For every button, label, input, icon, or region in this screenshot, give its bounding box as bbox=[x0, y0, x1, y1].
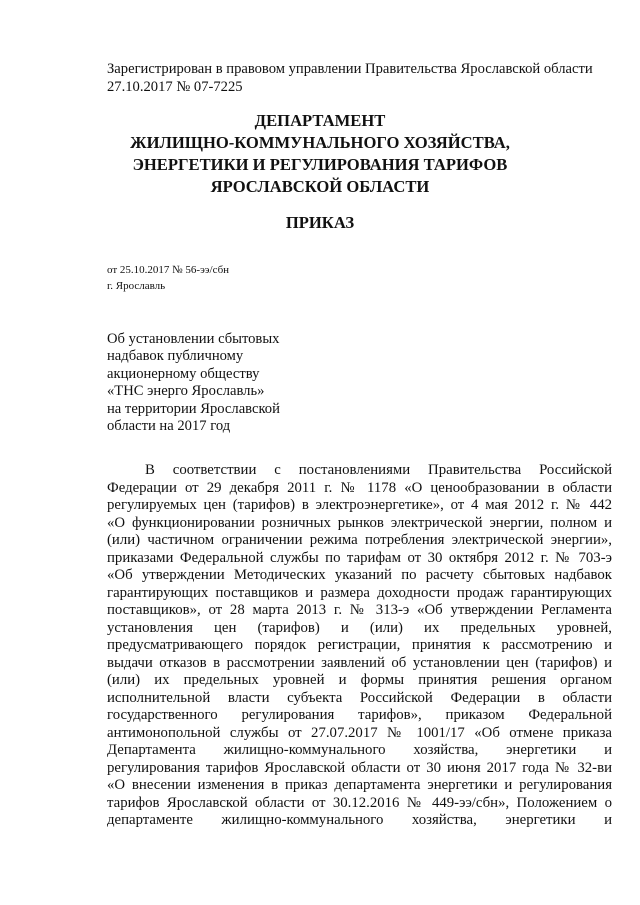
body-line: департаменте жилищно-коммунального хозяйства, энергетики и bbox=[107, 812, 612, 828]
body-line: В соответствии с постановлениями Правительства Российской bbox=[145, 462, 612, 478]
subject-line: на территории Ярославской bbox=[107, 400, 280, 417]
body-line: «О внесении изменения в приказ департамента энергетики и регулирования bbox=[107, 777, 612, 793]
body-line: «О функционировании розничных рынков электрической энергии, полном и bbox=[107, 514, 612, 531]
subject-line: Об установлении сбытовых bbox=[107, 331, 280, 347]
order-meta bbox=[107, 262, 229, 294]
department-line: ДЕПАРТАМЕНТ bbox=[254, 111, 386, 130]
registration-line-1: Зарегистрирован в правовом управлении Правительства Ярославской области bbox=[107, 61, 593, 77]
body-line: исполнительной власти субъекта Российской Федерации в области bbox=[107, 689, 612, 706]
registration-note bbox=[107, 60, 622, 96]
registration-line-2: 27.10.2017 № 07-7225 bbox=[107, 79, 243, 95]
body-line: поставщиков», от 28 марта 2013 г. № 313-э «Об утверждении Регламента bbox=[107, 602, 612, 618]
order-subject bbox=[107, 331, 337, 435]
subject-line: «ТНС энерго Ярославль» bbox=[107, 383, 265, 400]
body-line: государственного регулирования тарифов», приказом Федеральной bbox=[107, 707, 612, 723]
subject-line: области на 2017 год bbox=[107, 418, 231, 435]
body-line: установления цен (тарифов) и (или) их предельных уровней, bbox=[107, 619, 612, 636]
body-line: «Об утверждении Методических указаний по расчету сбытовых надбавок bbox=[107, 567, 612, 583]
order-date-number: от 25.10.2017 № 56-ээ/сбн bbox=[107, 264, 230, 276]
body-line: приказами Федеральной службы по тарифам от 30 октября 2012 г. № 703-э bbox=[107, 549, 612, 566]
department-line: ЯРОСЛАВСКОЙ ОБЛАСТИ bbox=[210, 177, 430, 196]
document-type-title: ПРИКАЗ bbox=[285, 213, 355, 232]
order-city: г. Ярославль bbox=[107, 280, 166, 292]
department-line: ЭНЕРГЕТИКИ И РЕГУЛИРОВАНИЯ ТАРИФОВ bbox=[132, 155, 508, 174]
body-line: Федерации от 29 декабря 2011 г. № 1178 «О ценообразовании в области bbox=[107, 479, 612, 496]
department-line: ЖИЛИЩНО-КОММУНАЛЬНОГО ХОЗЯЙСТВА, bbox=[130, 133, 510, 152]
body-line: Департамента жилищно-коммунального хозяйства, энергетики и bbox=[107, 742, 612, 758]
body-line: (или) частичном ограничении режима потребления электрической энергии», bbox=[107, 532, 612, 548]
body-line: выдачи отказов в рассмотрении заявлений об установлении цен (тарифов) и bbox=[107, 654, 612, 671]
department-heading bbox=[0, 110, 640, 198]
body-paragraph bbox=[107, 462, 612, 830]
body-line: (или) их предельных уровней и формы принятия решения органом bbox=[107, 672, 612, 688]
body-line: антимонопольной службы от 27.07.2017 № 1001/17 «Об отмене приказа bbox=[107, 724, 612, 741]
body-line: гарантирующих поставщиков и размера доходности продаж гарантирующих bbox=[107, 584, 612, 601]
body-line: тарифов Ярославской области от 30.12.2016 № 449-ээ/сбн», Положением о bbox=[107, 794, 612, 811]
subject-line: акционерному обществу bbox=[107, 365, 260, 382]
body-line: регулирования тарифов Ярославской области от 30 июня 2017 года № 32-ви bbox=[107, 759, 612, 776]
subject-line: надбавок публичному bbox=[107, 348, 244, 365]
body-line: регулируемых цен (тарифов) в электроэнергетике», от 4 мая 2012 г. № 442 bbox=[107, 497, 612, 513]
body-line: предусматривающего порядок регистрации, принятия к рассмотрению и bbox=[107, 637, 612, 653]
